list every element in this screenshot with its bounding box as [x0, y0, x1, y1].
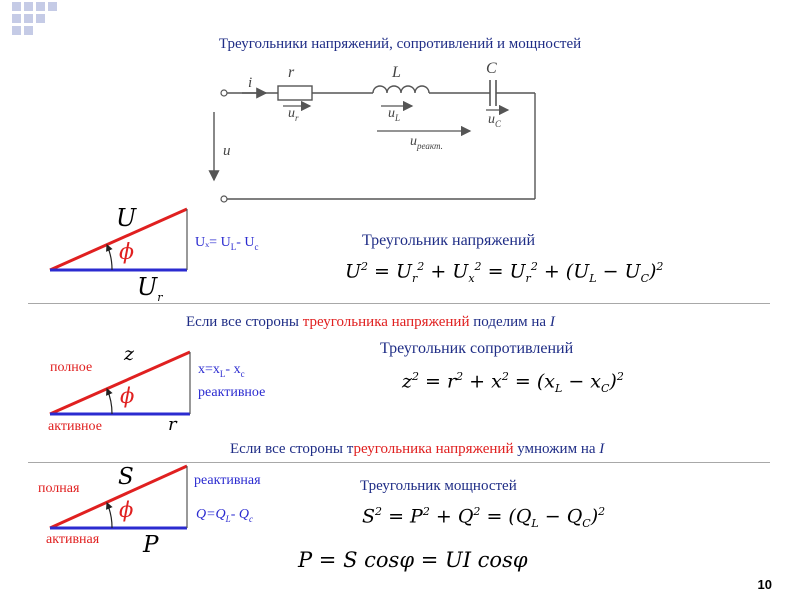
- separator-1: [28, 303, 770, 304]
- circuit-label-C: C: [486, 60, 497, 77]
- resistor: [278, 86, 312, 100]
- power-react-word: реактивная: [194, 473, 261, 488]
- resistance-triangle-name: Треугольник сопротивлений: [380, 340, 574, 357]
- resistance-hyp-label: z: [124, 343, 135, 365]
- resistance-x-equation: $x=x_L-$ $x_c$: [198, 362, 245, 379]
- resistance-formula: $z^2 = r^2 + x^2 = (x_L - x_C)^2$: [402, 370, 624, 396]
- voltage-angle-arc: [107, 245, 112, 270]
- multiply-note: Если все стороны треугольника напряжений умножим на I: [230, 441, 605, 457]
- terminal-top: [221, 90, 227, 96]
- voltage-triangle-name: Треугольник напряжений: [362, 232, 536, 249]
- power-hyp-label: S: [118, 464, 134, 490]
- power-base-label: P: [143, 532, 159, 558]
- resistance-hyp-word: полное: [50, 360, 93, 375]
- resistance-angle-arc: [107, 389, 112, 414]
- circuit-label-i: i: [248, 75, 253, 91]
- power-q-equation: $Q=Q_L-$ $Q_c$: [196, 507, 253, 524]
- resistance-base-label: r: [168, 414, 177, 435]
- circuit-diagram: [0, 0, 800, 210]
- voltage-angle-label: ϕ: [119, 240, 134, 265]
- circuit-label-uC: $u_C$: [488, 112, 502, 129]
- voltage-ux-equation: $U_x= U_L-$ $U_c$: [195, 235, 259, 252]
- circuit-label-ur: $u_r$: [288, 106, 299, 123]
- power-formula-2: P = S cosφ = UI cosφ: [298, 548, 528, 572]
- resistance-angle-label: ϕ: [120, 384, 135, 408]
- voltage-formula: $U^2 = U_r^2 + U_x^2 = U_r^2 + (U_L - U_C)^2$: [345, 260, 664, 286]
- divide-note: Если все стороны треугольника напряжений поделим на I: [186, 314, 555, 330]
- power-hyp-word: полная: [38, 481, 80, 496]
- power-base-word: активная: [46, 532, 100, 547]
- voltage-base-label: $U_r$: [137, 273, 163, 304]
- voltage-hyp-label: U: [116, 204, 137, 232]
- resistance-base-word: активное: [48, 419, 102, 434]
- page-number: 10: [757, 577, 772, 592]
- power-formula: $S^2 = P^2 + Q^2 = (Q_L - Q_C)^2$: [362, 505, 606, 531]
- terminal-bottom: [221, 196, 227, 202]
- power-triangle-name: Треугольник мощностей: [360, 478, 517, 494]
- circuit-label-uL: $u_L$: [388, 106, 401, 123]
- voltage-triangle: [0, 200, 200, 300]
- power-triangle: [0, 460, 200, 540]
- resistance-react-word: реактивное: [198, 385, 266, 400]
- power-angle-arc: [107, 503, 112, 528]
- resistance-triangle: [0, 340, 200, 420]
- circuit-label-r: r: [288, 64, 295, 81]
- circuit-label-ureact: $u_{реакт.}$: [410, 134, 443, 151]
- page-title: Треугольники напряжений, сопротивлений и мощностей: [218, 36, 582, 52]
- power-angle-label: ϕ: [119, 498, 134, 522]
- circuit-label-u: u: [223, 143, 231, 159]
- circuit-label-L: L: [392, 64, 401, 81]
- inductor: [373, 86, 429, 93]
